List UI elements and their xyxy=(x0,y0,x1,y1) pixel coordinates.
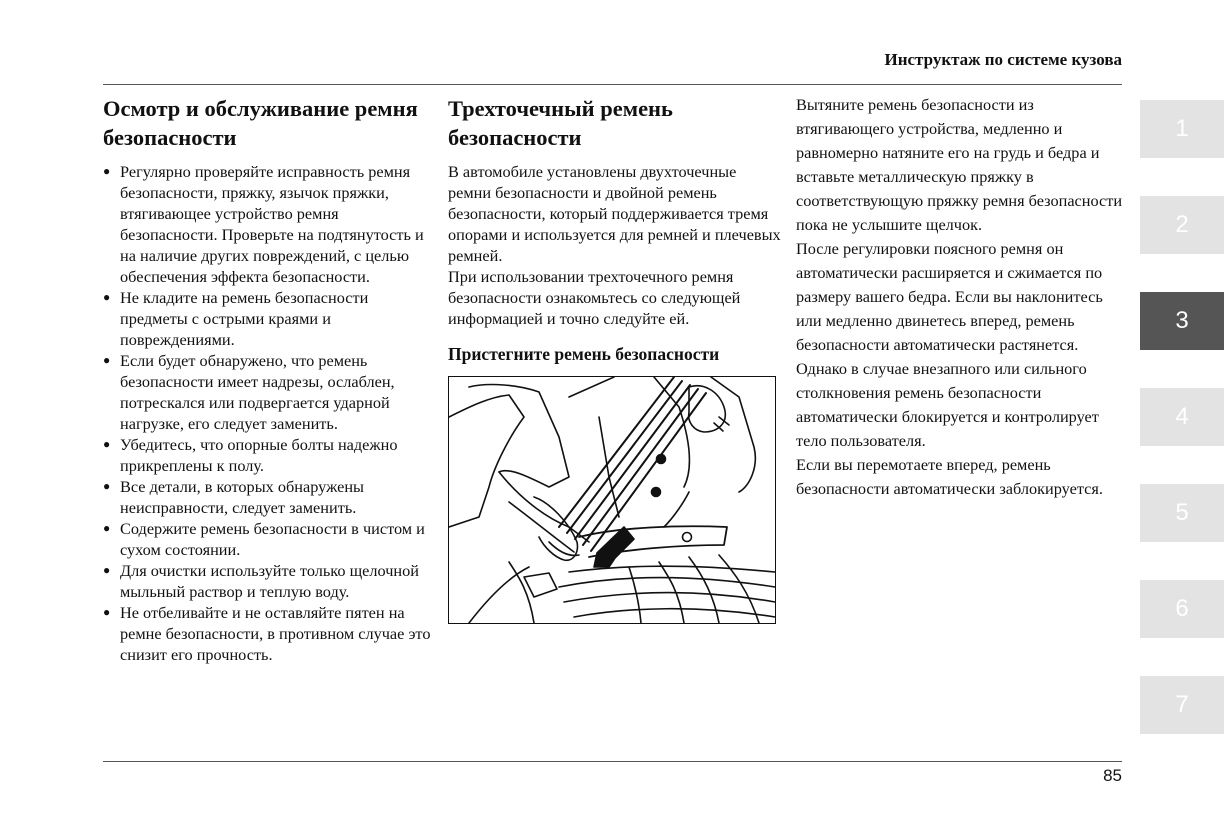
list-item: ● Если будет обнаружено, что ремень безопасности имеет надрезы, ослаблен, потрескался или подвергается ударной нагрузке, его следует заменить. xyxy=(103,350,437,434)
adjust-belt-paragraph: После регулировки поясного ремня он автоматически расширяется и сжимается по размеру вашего бедра. Если вы наклонитесь или медленно двинетесь вперед, ремень безопасности автоматически растянется. Однако в случае внезапного или сильного столкновения ремень безопасности автоматически блокируется и контролирует тело пользователя. xyxy=(796,239,1103,450)
rewind-paragraph: Если вы перемотаете вперед, ремень безопасности автоматически заблокируется. xyxy=(796,455,1103,498)
chapter-tab-4[interactable]: 4 xyxy=(1140,388,1224,446)
chapter-tab-1[interactable]: 1 xyxy=(1140,100,1224,158)
middle-column xyxy=(448,94,782,624)
list-item: ● Не кладите на ремень безопасности предметы с острыми краями и повреждениями. xyxy=(103,287,437,350)
chapter-tab-5[interactable]: 5 xyxy=(1140,484,1224,542)
list-item: ● Не отбеливайте и не оставляйте пятен на ремне безопасности, в противном случае это снизит его прочность. xyxy=(103,602,437,665)
left-column xyxy=(103,94,437,665)
right-column xyxy=(796,93,1126,501)
page-header-title: Инструктаж по системе кузова xyxy=(884,50,1122,69)
page-number: 85 xyxy=(1103,766,1122,785)
seatbelt-illustration xyxy=(448,376,776,624)
chapter-tab-7[interactable]: 7 xyxy=(1140,676,1224,734)
chapter-tab-6[interactable]: 6 xyxy=(1140,580,1224,638)
middle-heading: Трехточечный ремень безопасности xyxy=(448,96,673,150)
header-divider xyxy=(103,84,1122,85)
maintenance-bullet-list xyxy=(103,161,437,665)
list-item: ● Регулярно проверяйте исправность ремня безопасности, пряжку, язычок пряжки, втягивающее устройство ремня безопасности. Проверьте на подтянутость и на наличие других повреждений, с целью обеспечения эффекта безопасности. xyxy=(103,161,437,287)
fasten-belt-subheading: Пристегните ремень безопасности xyxy=(448,344,720,364)
instruction-paragraph: При использовании трехточечного ремня безопасности ознакомьтесь со следующей информацией и точно следуйте ей. xyxy=(448,267,741,328)
chapter-tab-2[interactable]: 2 xyxy=(1140,196,1224,254)
chapter-tab-3-active[interactable]: 3 xyxy=(1140,292,1224,350)
footer-divider xyxy=(103,761,1122,762)
intro-paragraph: В автомобиле установлены двухточечные ремни безопасности и двойной ремень безопасности, который поддерживается тремя опорами и используется для ремней и плечевых ремней. xyxy=(448,162,781,265)
list-item: ● Содержите ремень безопасности в чистом и сухом состоянии. xyxy=(103,518,437,560)
pull-belt-paragraph: Вытяните ремень безопасности из втягивающего устройства, медленно и равномерно натяните его на грудь и бедра и вставьте металлическую пряжку в соответствующую пряжку ремня безопасности пока не услышите щелчок. xyxy=(796,95,1123,234)
list-item: ● Все детали, в которых обнаружены неисправности, следует заменить. xyxy=(103,476,437,518)
left-heading: Осмотр и обслуживание ремня безопасности xyxy=(103,96,418,150)
list-item: ● Для очистки используйте только щелочной мыльный раствор и теплую воду. xyxy=(103,560,437,602)
list-item: ● Убедитесь, что опорные болты надежно прикреплены к полу. xyxy=(103,434,437,476)
